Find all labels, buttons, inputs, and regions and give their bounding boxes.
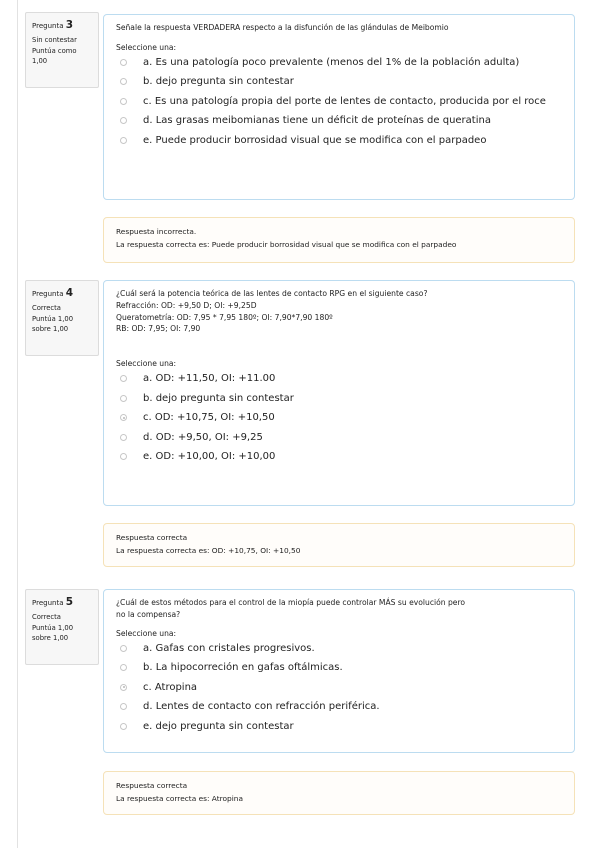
answer-option-b[interactable]: b. dejo pregunta sin contestar — [116, 75, 564, 89]
question-grade-line-2: 1,00 — [32, 57, 48, 66]
radio-button-selected[interactable] — [120, 684, 127, 691]
question-text-line-2: Refracción: OD: +9,50 D; OI: +9,25D — [116, 300, 257, 310]
radio-button[interactable] — [120, 395, 127, 402]
question-text: Señale la respuesta VERDADERA respecto a la disfunción de las glándulas de Meibomio — [116, 23, 449, 32]
question-text-line-3: Queratometría: OD: 7,95 * 7,95 180º; OI: 7,90*7,90 180º — [116, 312, 333, 322]
answer-option-b[interactable]: b. dejo pregunta sin contestar — [116, 392, 564, 406]
question-number: Pregunta 5 — [32, 596, 74, 608]
radio-button[interactable] — [120, 453, 127, 460]
answer-option-a[interactable]: a. Gafas con cristales progresivos. — [116, 642, 564, 656]
question-grade-line-1: Puntúa 1,00 — [32, 623, 74, 632]
radio-button[interactable] — [120, 645, 127, 652]
answer-option-d[interactable]: d. Las grasas meibomianas tiene un déficit de proteínas de queratina — [116, 114, 564, 128]
feedback-status: Respuesta incorrecta. — [116, 227, 197, 236]
answer-option-e[interactable]: e. Puede producir borrosidad visual que se modifica con el parpadeo — [116, 134, 564, 148]
question-state: Sin contestar — [32, 35, 77, 44]
page-left-rail — [17, 0, 18, 848]
answer-option-d[interactable]: d. Lentes de contacto con refracción periférica. — [116, 700, 564, 714]
question-feedback — [103, 217, 575, 263]
feedback-status: Respuesta correcta — [116, 533, 188, 542]
answer-options — [116, 642, 564, 734]
answer-option-c[interactable]: c. Atropina — [116, 681, 564, 695]
radio-button[interactable] — [120, 703, 127, 710]
correct-answer-text: La respuesta correcta es: Puede producir borrosidad visual que se modifica con el parpadeo — [116, 239, 457, 249]
radio-button[interactable] — [120, 137, 127, 144]
answer-option-e[interactable]: e. dejo pregunta sin contestar — [116, 720, 564, 734]
question-info — [25, 280, 99, 356]
question-state: Correcta — [32, 303, 61, 312]
correct-answer-text: La respuesta correcta es: Atropina — [116, 793, 243, 803]
radio-button[interactable] — [120, 434, 127, 441]
question-formulation — [103, 589, 575, 753]
question-number: Pregunta 4 — [32, 287, 74, 299]
radio-button[interactable] — [120, 98, 127, 105]
answer-prompt: Seleccione una: — [116, 42, 177, 52]
feedback-status: Respuesta correcta — [116, 781, 188, 790]
question-formulation — [103, 14, 575, 200]
radio-button-selected[interactable] — [120, 414, 127, 421]
radio-button[interactable] — [120, 664, 127, 671]
answer-options — [116, 56, 564, 148]
radio-button[interactable] — [120, 723, 127, 730]
question-info — [25, 589, 99, 665]
answer-option-d[interactable]: d. OD: +9,50, OI: +9,25 — [116, 431, 564, 445]
answer-options — [116, 372, 564, 464]
question-feedback — [103, 523, 575, 567]
radio-button[interactable] — [120, 117, 127, 124]
radio-button[interactable] — [120, 375, 127, 382]
question-number: Pregunta 3 — [32, 19, 74, 31]
question-text-line-2: no la compensa? — [116, 609, 181, 619]
question-text-line-4: RB: OD: 7,95; OI: 7,90 — [116, 324, 201, 334]
answer-prompt: Seleccione una: — [116, 628, 177, 638]
answer-option-c[interactable]: c. OD: +10,75, OI: +10,50 — [116, 411, 564, 425]
correct-answer-text: La respuesta correcta es: OD: +10,75, OI: +10,50 — [116, 545, 301, 555]
answer-option-e[interactable]: e. OD: +10,00, OI: +10,00 — [116, 450, 564, 464]
answer-option-c[interactable]: c. Es una patología propia del porte de lentes de contacto, producida por el roce — [116, 95, 564, 109]
answer-prompt: Seleccione una: — [116, 359, 177, 369]
radio-button[interactable] — [120, 78, 127, 85]
question-grade-line-2: sobre 1,00 — [32, 634, 69, 643]
answer-option-a[interactable]: a. Es una patología poco prevalente (menos del 1% de la población adulta) — [116, 56, 564, 70]
question-state: Correcta — [32, 612, 61, 621]
question-grade-line-1: Puntúa como — [32, 46, 77, 55]
question-text-line-1: ¿Cuál será la potencia teórica de las lentes de contacto RPG en el siguiente caso? — [116, 289, 428, 298]
answer-option-b[interactable]: b. La hipocorreción en gafas oftálmicas. — [116, 661, 564, 675]
question-feedback — [103, 771, 575, 815]
question-info — [25, 12, 99, 88]
question-grade-line-2: sobre 1,00 — [32, 325, 69, 334]
question-formulation — [103, 280, 575, 506]
question-grade-line-1: Puntúa 1,00 — [32, 314, 74, 323]
answer-option-a[interactable]: a. OD: +11,50, OI: +11.00 — [116, 372, 564, 386]
question-text-line-1: ¿Cuál de estos métodos para el control de la miopía puede controlar MÁS su evolución pero — [116, 598, 466, 607]
radio-button[interactable] — [120, 59, 127, 66]
